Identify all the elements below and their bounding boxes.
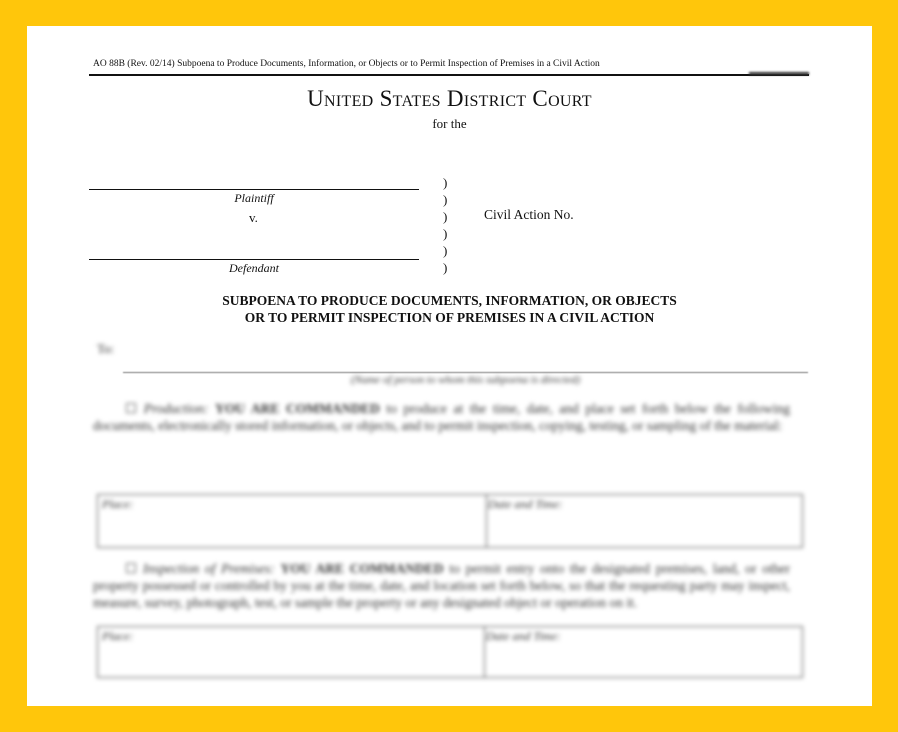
production-date-time-cell[interactable]	[484, 495, 792, 547]
civil-action-label: Civil Action No.	[484, 207, 574, 222]
inspection-place-date-box	[97, 626, 803, 678]
production-paragraph	[93, 400, 790, 434]
defendant-label: Defendant	[229, 261, 279, 275]
production-place-date-box	[97, 494, 803, 548]
inspection-place-cell[interactable]	[98, 627, 485, 677]
production-place-cell[interactable]	[98, 495, 487, 547]
paren: )	[443, 260, 448, 275]
inspection-text: to permit entry onto the designated premises, land, or other property possessed or controlled by you at the time, date, and location set forth below, so that the requesting party may inspect, measure, survey, photograph, test, or sample the property or any designated object or operation on it.	[93, 561, 791, 610]
inspection-checkbox[interactable]: ☐	[125, 561, 138, 576]
court-title: United States District Court	[307, 86, 592, 111]
defendant-line	[89, 259, 419, 260]
recipient-name-caption: (Name of person to whom this subpoena is directed)	[350, 374, 581, 386]
plaintiff-line	[89, 189, 419, 190]
subpoena-title-line-2: OR TO PERMIT INSPECTION OF PREMISES IN A CIVIL ACTION	[244, 310, 655, 325]
inspection-date-time-label: Date and Time:	[486, 629, 561, 643]
to-label: To:	[97, 341, 115, 356]
paren: )	[443, 209, 448, 224]
production-text: to produce at the time, date, and place set forth below the following documents, electronically stored information, or objects, and to permit inspection, copying, testing, or sampling of the material:	[93, 401, 791, 433]
production-command: YOU ARE COMMANDED	[215, 401, 380, 416]
subpoena-title-line-1: SUBPOENA TO PRODUCE DOCUMENTS, INFORMATION, OR OBJECTS	[222, 293, 677, 308]
court-district-label: for the	[432, 116, 467, 131]
plaintiff-label: Plaintiff	[234, 191, 274, 205]
versus-label: v.	[249, 210, 258, 225]
inspection-label: Inspection of Premises:	[142, 561, 275, 576]
recipient-name-line	[123, 372, 808, 373]
inspection-place-label: Place:	[102, 629, 134, 643]
form-header: AO 88B (Rev. 02/14) Subpoena to Produce Documents, Information, or Objects or to Permit Inspection of Premises in a Civil Action	[93, 59, 600, 69]
inspection-command: YOU ARE COMMANDED	[280, 561, 444, 576]
paren: )	[443, 192, 448, 207]
production-label: Production:	[143, 401, 209, 416]
production-checkbox[interactable]: ☐	[125, 401, 138, 416]
paren: )	[443, 243, 448, 258]
production-place-label: Place:	[102, 497, 134, 511]
paren: )	[443, 226, 448, 241]
production-date-time-label: Date and Time:	[488, 497, 563, 511]
inspection-paragraph	[93, 560, 790, 611]
paren: )	[443, 175, 448, 190]
inspection-date-time-cell[interactable]	[482, 627, 790, 677]
header-rule	[89, 74, 809, 76]
document-page	[27, 26, 872, 706]
caption-parentheses	[443, 174, 447, 276]
subpoena-title	[27, 292, 872, 326]
